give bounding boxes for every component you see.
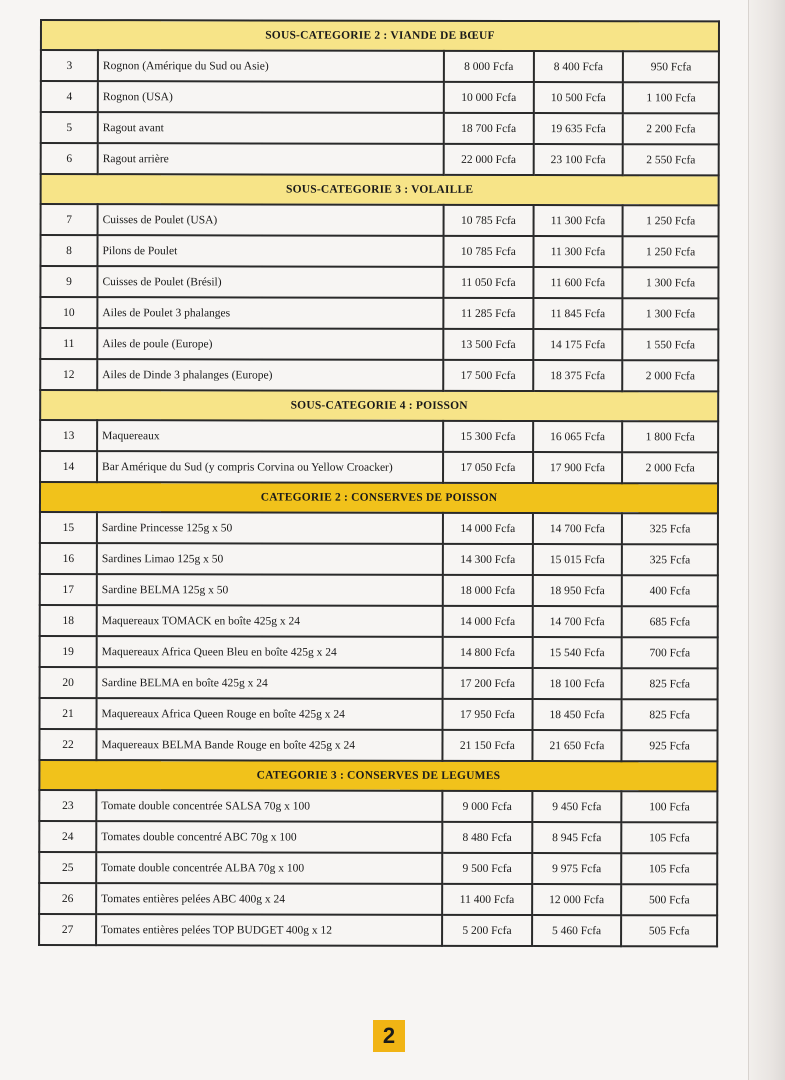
- table-row: [40, 359, 718, 391]
- item-description: Maquereaux TOMACK en boîte 425g x 24: [97, 605, 443, 637]
- price-column-1: 5 200 Fcfa: [442, 915, 532, 946]
- item-description: Sardines Limao 125g x 50: [97, 543, 443, 575]
- price-column-2: 9 975 Fcfa: [532, 853, 622, 884]
- price-column-2: 14 700 Fcfa: [532, 606, 622, 637]
- table-row: [40, 636, 718, 668]
- item-description: Ragout avant: [98, 112, 444, 144]
- price-column-2: 16 065 Fcfa: [533, 421, 623, 452]
- table-row: [41, 81, 719, 113]
- table-row: [40, 667, 718, 699]
- item-description: Cuisses de Poulet (Brésil): [97, 266, 443, 298]
- price-column-3: 1 300 Fcfa: [623, 267, 719, 298]
- item-description: Maquereaux Africa Queen Rouge en boîte 425g x 24: [97, 698, 443, 730]
- item-description: Rognon (USA): [98, 81, 444, 113]
- price-column-2: 11 300 Fcfa: [533, 236, 623, 267]
- price-column-1: 18 700 Fcfa: [444, 113, 534, 144]
- price-column-2: 18 375 Fcfa: [533, 360, 623, 391]
- table-row: [40, 574, 718, 606]
- price-column-3: 2 000 Fcfa: [622, 360, 718, 391]
- item-description: Maquereaux Africa Queen Bleu en boîte 425g x 24: [97, 636, 443, 668]
- price-column-1: 14 000 Fcfa: [443, 513, 533, 544]
- item-description: Tomates entières pelées ABC 400g x 24: [96, 883, 442, 915]
- price-column-1: 15 300 Fcfa: [443, 421, 533, 452]
- item-number: 16: [40, 543, 97, 574]
- table-row: [39, 729, 717, 761]
- item-number: 11: [40, 328, 97, 359]
- price-column-1: 9 500 Fcfa: [442, 853, 532, 884]
- subcategory-header: [40, 390, 718, 421]
- item-description: Ragout arrière: [98, 143, 444, 175]
- table-row: [39, 821, 717, 853]
- price-column-1: 21 150 Fcfa: [443, 730, 533, 761]
- price-column-2: 23 100 Fcfa: [533, 144, 623, 175]
- item-description: Sardine BELMA en boîte 425g x 24: [97, 667, 443, 699]
- price-column-3: 105 Fcfa: [621, 853, 717, 884]
- price-column-2: 12 000 Fcfa: [532, 884, 622, 915]
- item-description: Ailes de Poulet 3 phalanges: [97, 297, 443, 329]
- price-column-3: 1 100 Fcfa: [623, 82, 719, 113]
- price-column-3: 100 Fcfa: [622, 791, 718, 822]
- subcategory-header: [41, 174, 719, 205]
- price-column-2: 9 450 Fcfa: [532, 791, 622, 822]
- table-row: [40, 698, 718, 730]
- item-number: 14: [40, 451, 97, 482]
- price-column-1: 11 400 Fcfa: [442, 884, 532, 915]
- price-column-2: 15 015 Fcfa: [533, 544, 623, 575]
- item-description: Sardine BELMA 125g x 50: [97, 574, 443, 606]
- page-number-badge: 2: [373, 1020, 405, 1052]
- price-column-2: 21 650 Fcfa: [532, 730, 622, 761]
- table-row: [40, 543, 718, 575]
- item-description: Tomates double concentré ABC 70g x 100: [96, 821, 442, 853]
- price-column-3: 1 250 Fcfa: [623, 205, 719, 236]
- item-number: 6: [41, 143, 98, 174]
- item-number: 19: [40, 636, 97, 667]
- table-row: [40, 605, 718, 637]
- table-row: [40, 328, 718, 360]
- item-number: 12: [40, 359, 97, 390]
- price-table-body: [39, 20, 719, 946]
- item-number: 10: [40, 297, 97, 328]
- price-column-3: 825 Fcfa: [622, 699, 718, 730]
- item-number: 23: [39, 790, 96, 821]
- price-column-3: 500 Fcfa: [621, 884, 717, 915]
- item-description: Maquereaux BELMA Bande Rouge en boîte 425g x 24: [96, 729, 442, 761]
- price-column-2: 15 540 Fcfa: [532, 637, 622, 668]
- price-column-1: 14 000 Fcfa: [443, 606, 533, 637]
- item-number: 8: [40, 235, 97, 266]
- table-row: [39, 883, 717, 915]
- price-table-container: [38, 19, 720, 947]
- price-column-3: 325 Fcfa: [622, 513, 718, 544]
- item-number: 3: [41, 50, 98, 81]
- section-title: SOUS-CATEGORIE 4 : POISSON: [40, 390, 718, 421]
- item-description: Tomates entières pelées TOP BUDGET 400g x 12: [96, 914, 442, 946]
- table-row: [40, 266, 718, 298]
- table-row: [40, 451, 718, 483]
- table-row: [41, 112, 719, 144]
- price-column-3: 1 550 Fcfa: [623, 329, 719, 360]
- price-column-1: 11 050 Fcfa: [444, 267, 534, 298]
- subcategory-header: [41, 20, 719, 51]
- price-column-1: 17 500 Fcfa: [443, 360, 533, 391]
- price-column-2: 17 900 Fcfa: [533, 452, 623, 483]
- item-number: 7: [41, 204, 98, 235]
- price-table: [38, 19, 720, 947]
- table-row: [40, 512, 718, 544]
- item-number: 21: [40, 698, 97, 729]
- item-description: Cuisses de Poulet (USA): [98, 204, 444, 236]
- price-column-3: 685 Fcfa: [622, 606, 718, 637]
- price-column-2: 11 300 Fcfa: [533, 205, 623, 236]
- price-column-2: 14 700 Fcfa: [533, 513, 623, 544]
- price-column-3: 925 Fcfa: [622, 730, 718, 761]
- item-description: Tomate double concentrée SALSA 70g x 100: [96, 790, 442, 822]
- price-column-2: 14 175 Fcfa: [533, 329, 623, 360]
- price-column-1: 13 500 Fcfa: [443, 329, 533, 360]
- item-description: Maquereaux: [97, 420, 443, 452]
- item-number: 25: [39, 852, 96, 883]
- item-description: Rognon (Amérique du Sud ou Asie): [98, 50, 444, 82]
- category-header: [39, 760, 717, 791]
- item-description: Ailes de Dinde 3 phalanges (Europe): [97, 359, 443, 391]
- item-number: 17: [40, 574, 97, 605]
- item-number: 24: [39, 821, 96, 852]
- table-row: [39, 790, 717, 822]
- price-column-1: 22 000 Fcfa: [444, 144, 534, 175]
- price-column-3: 2 000 Fcfa: [622, 452, 718, 483]
- price-column-3: 325 Fcfa: [622, 544, 718, 575]
- table-row: [40, 235, 718, 267]
- item-number: 26: [39, 883, 96, 914]
- price-column-3: 2 200 Fcfa: [623, 113, 719, 144]
- item-description: Pilons de Poulet: [97, 235, 443, 267]
- price-column-2: 11 845 Fcfa: [533, 298, 623, 329]
- table-row: [39, 914, 717, 946]
- item-number: 20: [40, 667, 97, 698]
- section-title: CATEGORIE 3 : CONSERVES DE LEGUMES: [39, 760, 717, 791]
- table-row: [40, 420, 718, 452]
- price-column-2: 8 400 Fcfa: [534, 51, 624, 82]
- price-column-3: 700 Fcfa: [622, 637, 718, 668]
- price-column-2: 18 950 Fcfa: [532, 575, 622, 606]
- section-title: SOUS-CATEGORIE 2 : VIANDE DE BŒUF: [41, 20, 719, 51]
- price-column-1: 8 000 Fcfa: [444, 51, 534, 82]
- table-row: [39, 852, 717, 884]
- price-column-1: 14 300 Fcfa: [443, 544, 533, 575]
- price-column-3: 105 Fcfa: [622, 822, 718, 853]
- price-column-1: 10 785 Fcfa: [444, 236, 534, 267]
- price-column-2: 18 100 Fcfa: [532, 668, 622, 699]
- section-title: CATEGORIE 2 : CONSERVES DE POISSON: [40, 482, 718, 513]
- table-row: [41, 143, 719, 175]
- price-column-1: 17 200 Fcfa: [443, 668, 533, 699]
- price-column-1: 11 285 Fcfa: [443, 298, 533, 329]
- item-number: 18: [40, 605, 97, 636]
- price-column-2: 10 500 Fcfa: [533, 82, 623, 113]
- price-column-1: 10 000 Fcfa: [444, 82, 534, 113]
- price-column-3: 825 Fcfa: [622, 668, 718, 699]
- item-number: 13: [40, 420, 97, 451]
- price-column-1: 14 800 Fcfa: [443, 637, 533, 668]
- price-column-3: 400 Fcfa: [622, 575, 718, 606]
- item-number: 9: [40, 266, 97, 297]
- item-number: 5: [41, 112, 98, 143]
- price-column-3: 2 550 Fcfa: [623, 144, 719, 175]
- price-column-1: 18 000 Fcfa: [443, 575, 533, 606]
- item-number: 15: [40, 512, 97, 543]
- price-column-2: 19 635 Fcfa: [533, 113, 623, 144]
- item-number: 22: [39, 729, 96, 760]
- price-column-3: 1 800 Fcfa: [622, 421, 718, 452]
- price-column-2: 8 945 Fcfa: [532, 822, 622, 853]
- price-column-3: 1 250 Fcfa: [623, 236, 719, 267]
- price-column-3: 1 300 Fcfa: [623, 298, 719, 329]
- price-column-1: 17 050 Fcfa: [443, 452, 533, 483]
- price-column-2: 18 450 Fcfa: [532, 699, 622, 730]
- price-column-2: 11 600 Fcfa: [533, 267, 623, 298]
- price-column-1: 17 950 Fcfa: [443, 699, 533, 730]
- item-description: Bar Amérique du Sud (y compris Corvina ou Yellow Croacker): [97, 451, 443, 483]
- price-column-1: 8 480 Fcfa: [442, 822, 532, 853]
- page-edge: [748, 0, 785, 1080]
- item-description: Ailes de poule (Europe): [97, 328, 443, 360]
- table-row: [40, 297, 718, 329]
- price-column-3: 950 Fcfa: [623, 51, 719, 82]
- item-description: Tomate double concentrée ALBA 70g x 100: [96, 852, 442, 884]
- price-column-1: 10 785 Fcfa: [444, 205, 534, 236]
- item-description: Sardine Princesse 125g x 50: [97, 512, 443, 544]
- table-row: [41, 50, 719, 82]
- item-number: 27: [39, 914, 96, 945]
- price-column-1: 9 000 Fcfa: [442, 791, 532, 822]
- item-number: 4: [41, 81, 98, 112]
- price-column-3: 505 Fcfa: [621, 915, 717, 946]
- table-row: [41, 204, 719, 236]
- price-column-2: 5 460 Fcfa: [532, 915, 622, 946]
- category-header: [40, 482, 718, 513]
- section-title: SOUS-CATEGORIE 3 : VOLAILLE: [41, 174, 719, 205]
